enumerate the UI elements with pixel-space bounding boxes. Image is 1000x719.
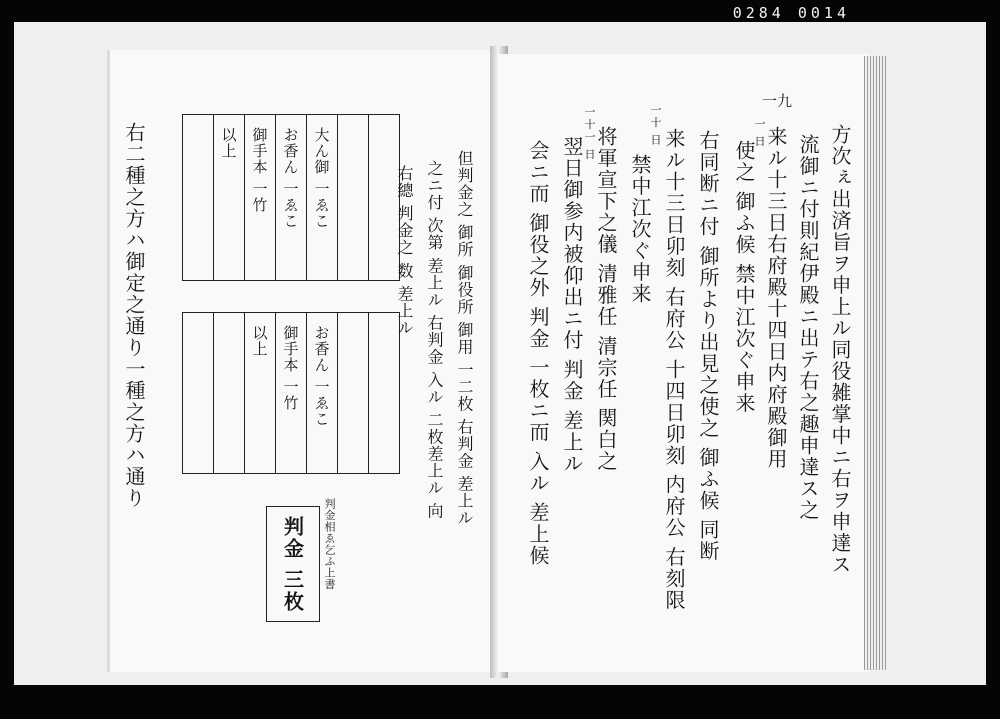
text-column-9: 翌日御参内被仰出ニ付 判金 差上ル: [560, 136, 584, 475]
text-column-7: 禁中江次ぐ申来: [628, 154, 652, 305]
left-page: [110, 50, 500, 672]
date-marker-2: 一十 日: [649, 104, 662, 147]
page-edges: [864, 56, 886, 670]
table-top-item-4: 以上: [219, 127, 238, 159]
note-column-2: 之ニ付 次第 差上ル 右判金 入ル 二枚差上ル 向: [425, 160, 444, 520]
label-column: 右二種之方ハ御定之通り一種之方ハ通り: [122, 122, 146, 509]
table-top-item-2: お香ん 一ゑこ: [281, 127, 300, 229]
labeled-box: [266, 506, 320, 622]
page-number: 一九: [762, 92, 793, 110]
table-bottom-item-2: 御手本 一竹: [281, 325, 300, 411]
small-label: 判金相ゑ乞ふ上書: [323, 498, 336, 590]
table-bottom-item-1: お香ん 一ゑこ: [312, 325, 331, 427]
text-column-3: 来ル十三日右府殿十四日内府殿御用: [764, 126, 788, 470]
box-label: 判金 三枚: [280, 515, 305, 613]
table-bottom-item-3: 以上: [250, 325, 269, 357]
text-column-2: 流御ニ付則紀伊殿ニ出テ右之趣申達ス之: [796, 134, 820, 521]
text-column-8: 将軍宣下之儀 清雅任 清宗任 関白之: [594, 126, 618, 473]
note-column-1: 但判金之 御所 御役所 御用 一二枚 右判金 差上ル: [455, 150, 474, 527]
text-column-5: 右同断ニ付 御所より出見之使之 御ふ候 同断: [696, 130, 720, 563]
text-column-1: 方次ぇ出済旨ヲ申上ル同役雑掌中ニ右ヲ申達ス: [828, 124, 852, 576]
text-column-6: 来ル十三日卯刻 右府公 十四日卯刻 内府公 右刻限: [662, 128, 686, 611]
register-table-top: [182, 114, 400, 281]
note-column-3: 右總 判金之 数 差上ル: [395, 165, 414, 337]
date-marker-3: 一十一 日: [583, 106, 596, 161]
text-column-4: 使之 御ふ候 禁中江次ぐ申来: [732, 140, 756, 414]
table-top-item-1: 大ん御 一ゑこ: [312, 127, 331, 229]
text-column-10: 会ニ而 御役之外 判金 一枚ニ而 入ル 差上候: [526, 140, 550, 567]
register-table-bottom: [182, 312, 400, 474]
film-frame-number: 0284 0014: [732, 4, 850, 22]
scanned-book-spread: [14, 22, 986, 685]
table-top-item-3: 御手本 一竹: [250, 127, 269, 213]
date-marker-1: 一 日: [753, 118, 766, 148]
right-page: [498, 54, 870, 672]
